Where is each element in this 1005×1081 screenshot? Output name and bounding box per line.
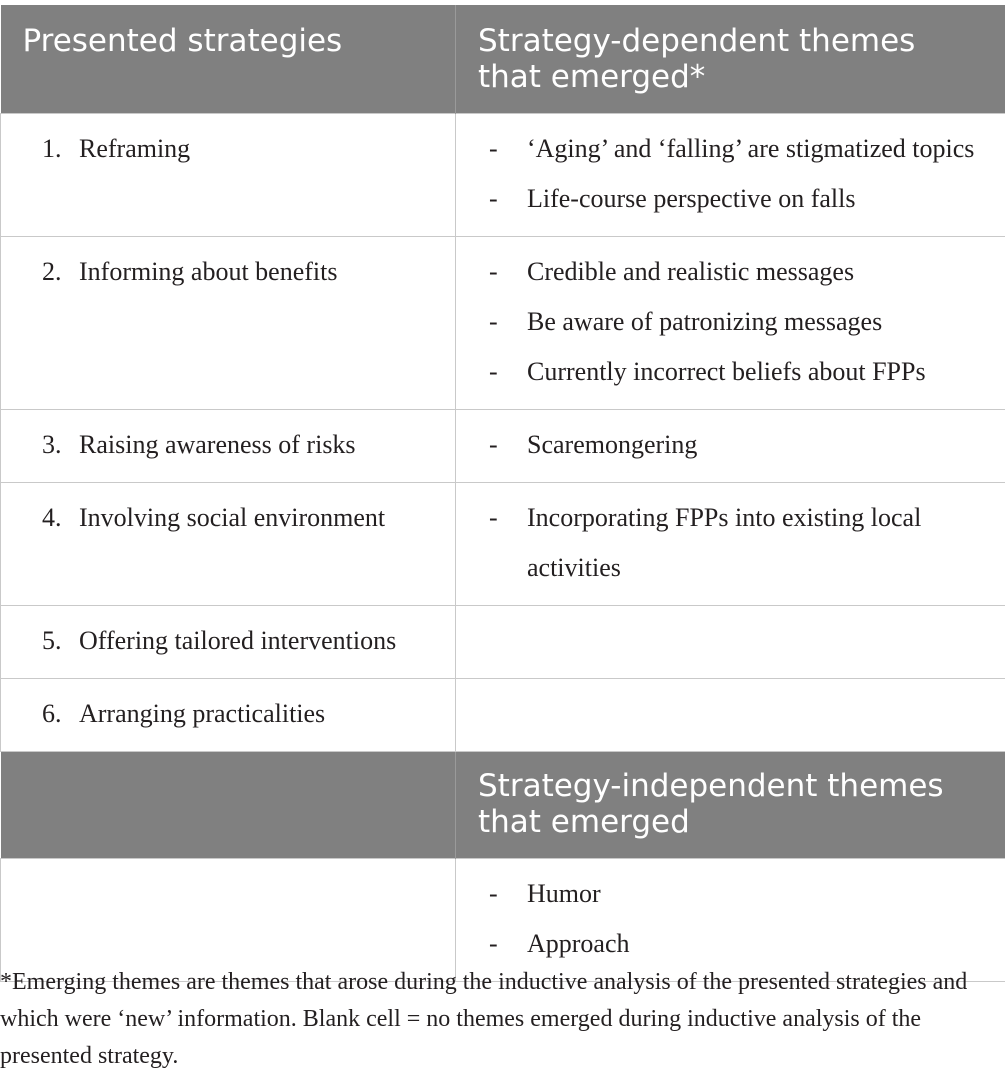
themes-cell bbox=[456, 606, 1005, 679]
themes-cell bbox=[456, 410, 1005, 483]
theme-item: - Credible and realistic messages bbox=[476, 247, 985, 297]
theme-item: - Be aware of patronizing messages bbox=[476, 297, 985, 347]
table-row bbox=[1, 410, 1005, 483]
theme-item: - Life-course perspective on falls bbox=[476, 174, 985, 224]
table-row bbox=[1, 114, 1005, 237]
theme-item: - Approach bbox=[476, 919, 985, 969]
table-row bbox=[1, 483, 1005, 606]
theme-item: - ‘Aging’ and ‘falling’ are stigmatized topics bbox=[476, 124, 985, 174]
strategy-label: Arranging practicalities bbox=[79, 699, 326, 728]
table-row bbox=[1, 606, 1005, 679]
header-row-independent bbox=[1, 752, 1005, 859]
strategy-cell bbox=[1, 237, 456, 410]
independent-theme-list bbox=[476, 869, 985, 969]
strategy-cell bbox=[1, 114, 456, 237]
strategy-number: 3. bbox=[42, 430, 62, 459]
theme-list bbox=[476, 420, 985, 470]
strategy-label: Offering tailored interventions bbox=[79, 626, 397, 655]
table-row bbox=[1, 237, 1005, 410]
themes-cell bbox=[456, 679, 1005, 752]
strategy-label: Informing about benefits bbox=[79, 257, 338, 286]
theme-item: - Currently incorrect beliefs about FPPs bbox=[476, 347, 985, 397]
strategy-cell bbox=[1, 679, 456, 752]
themes-cell bbox=[456, 483, 1005, 606]
strategy-label: Raising awareness of risks bbox=[79, 430, 356, 459]
themes-cell bbox=[456, 237, 1005, 410]
strategy-cell bbox=[1, 410, 456, 483]
theme-list bbox=[476, 124, 985, 224]
strategy-cell bbox=[1, 606, 456, 679]
theme-item: - Scaremongering bbox=[476, 420, 985, 470]
strategy-number: 5. bbox=[42, 626, 62, 655]
table-row bbox=[1, 679, 1005, 752]
strategy-number: 4. bbox=[42, 503, 62, 532]
header-strategy-independent-themes: Strategy-independent themes that emerged bbox=[456, 752, 1005, 859]
theme-item: - Incorporating FPPs into existing local activities bbox=[476, 493, 985, 593]
header-blank bbox=[1, 752, 456, 859]
strategy-cell bbox=[1, 483, 456, 606]
strategy-number: 6. bbox=[42, 699, 62, 728]
header-row-dependent bbox=[1, 5, 1005, 114]
strategy-label: Involving social environment bbox=[79, 503, 386, 532]
strategy-number: 1. bbox=[42, 134, 62, 163]
header-presented-strategies: Presented strategies bbox=[1, 5, 456, 114]
themes-cell bbox=[456, 114, 1005, 237]
header-strategy-dependent-themes: Strategy-dependent themes that emerged* bbox=[456, 5, 1005, 114]
strategy-label: Reframing bbox=[79, 134, 191, 163]
strategies-table bbox=[0, 5, 1005, 982]
strategy-number: 2. bbox=[42, 257, 62, 286]
theme-list bbox=[476, 493, 985, 593]
table-footnote: *Emerging themes are themes that arose during the inductive analysis of the presented strategies and which were ‘new’ information. Blank cell = no themes emerged during inductive analysis of the presented strategy. bbox=[0, 969, 968, 1069]
theme-item: - Humor bbox=[476, 869, 985, 919]
theme-list bbox=[476, 247, 985, 397]
dependent-themes-body bbox=[1, 114, 1005, 752]
